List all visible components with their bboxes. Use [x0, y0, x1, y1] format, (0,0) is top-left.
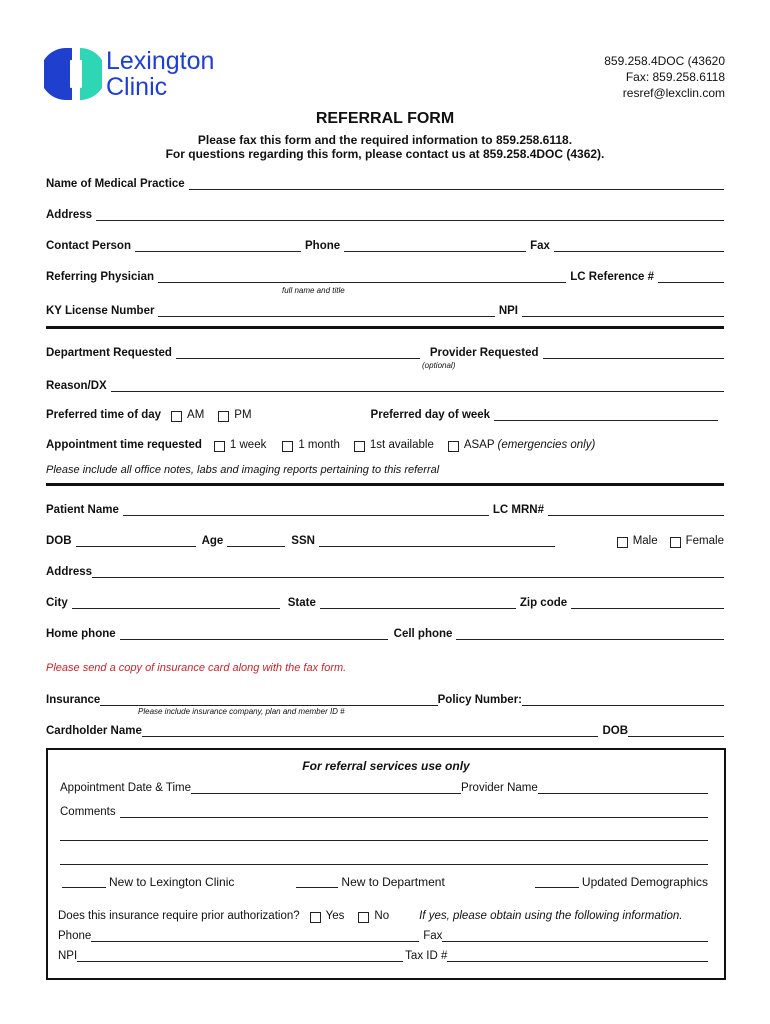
new-dept-field[interactable]	[296, 877, 338, 888]
prior-auth-question: Does this insurance require prior authorization?	[58, 910, 300, 922]
insurance-field[interactable]	[100, 695, 437, 706]
reason-label: Reason/DX	[46, 380, 107, 392]
lc-mrn-label: LC MRN#	[492, 504, 544, 516]
patient-address-label: Address	[46, 566, 93, 578]
auth-npi-field[interactable]	[77, 951, 403, 962]
referring-physician-field[interactable]	[158, 272, 566, 283]
provider-field[interactable]	[543, 348, 724, 359]
status-row	[62, 876, 708, 889]
contact-person-field[interactable]	[135, 241, 301, 252]
city-row	[46, 597, 724, 610]
patient-name-row	[46, 504, 724, 517]
female-label: Female	[685, 535, 724, 547]
section-divider	[46, 326, 724, 329]
section-divider-2	[46, 483, 724, 486]
state-field[interactable]	[320, 598, 516, 609]
one-month-label: 1 month	[298, 439, 340, 451]
appointment-datetime-label: Appointment Date & Time	[60, 782, 192, 794]
page-title: REFERRAL FORM	[315, 110, 455, 127]
ssn-field[interactable]	[319, 536, 555, 547]
logo-text-line1: Lexington	[106, 47, 215, 75]
physician-row	[46, 271, 724, 284]
office-use-title: For referral services use only	[302, 759, 470, 773]
patient-name-label: Patient Name	[46, 504, 119, 516]
practice-address-field[interactable]	[96, 210, 724, 221]
department-row	[46, 347, 724, 360]
female-checkbox[interactable]	[670, 537, 681, 548]
auth-tax-id-field[interactable]	[447, 951, 708, 962]
first-available-label: 1st available	[369, 439, 434, 451]
ky-license-label: KY License Number	[46, 305, 155, 317]
referring-physician-label: Referring Physician	[46, 271, 155, 283]
city-label: City	[46, 597, 68, 609]
cardholder-name-label: Cardholder Name	[46, 725, 142, 737]
office-provider-label: Provider Name	[461, 782, 538, 794]
insurance-card-note: Please send a copy of insurance card along with the fax form.	[46, 662, 347, 674]
updated-demo-label: Updated Demographics	[581, 875, 708, 889]
preferred-time-label: Preferred time of day	[46, 409, 162, 421]
contact-block	[604, 53, 725, 101]
cardholder-dob-field[interactable]	[628, 726, 724, 737]
npi-field[interactable]	[522, 306, 724, 317]
cardholder-name-field[interactable]	[142, 726, 599, 737]
practice-fax-label: Fax	[530, 240, 550, 252]
auth-npi-row	[58, 950, 708, 963]
pm-label: PM	[234, 409, 252, 421]
appointment-datetime-field[interactable]	[191, 783, 461, 794]
lc-mrn-field[interactable]	[548, 505, 724, 516]
male-label: Male	[632, 535, 658, 547]
cell-phone-label: Cell phone	[393, 628, 453, 640]
home-phone-label: Home phone	[46, 628, 116, 640]
zip-field[interactable]	[571, 598, 724, 609]
zip-label: Zip code	[519, 597, 568, 609]
auth-phone-field[interactable]	[91, 931, 419, 942]
practice-phone-field[interactable]	[344, 241, 526, 252]
auth-fax-field[interactable]	[442, 931, 708, 942]
cardholder-row	[46, 725, 724, 738]
prior-auth-yes-label: Yes	[325, 910, 345, 922]
practice-name-field[interactable]	[189, 179, 724, 190]
auth-tax-id-label: Tax ID #	[405, 950, 448, 962]
updated-demo-field[interactable]	[535, 877, 579, 888]
physician-hint: full name and title	[282, 286, 345, 295]
am-label: AM	[187, 409, 205, 421]
pm-checkbox[interactable]	[218, 411, 229, 422]
comments-field-2[interactable]	[60, 830, 708, 841]
practice-address-label: Address	[46, 209, 93, 221]
male-checkbox[interactable]	[617, 537, 628, 548]
age-field[interactable]	[227, 536, 285, 547]
auth-fax-label: Fax	[423, 930, 443, 942]
comments-field-1[interactable]	[120, 807, 708, 818]
home-phone-field[interactable]	[120, 629, 388, 640]
appointment-time-label: Appointment time requested	[46, 439, 202, 451]
auth-npi-label: NPI	[58, 950, 78, 962]
prior-auth-no-label: No	[374, 910, 390, 922]
preferred-day-label: Preferred day of week	[370, 409, 491, 421]
insurance-row	[46, 694, 724, 707]
prior-auth-yes-checkbox[interactable]	[310, 912, 321, 923]
license-row	[46, 305, 724, 318]
preferred-row	[46, 409, 724, 422]
one-month-checkbox[interactable]	[282, 441, 293, 452]
auth-phone-row	[58, 930, 708, 943]
first-available-checkbox[interactable]	[354, 441, 365, 452]
comments-row	[60, 806, 708, 819]
reason-row	[46, 380, 724, 393]
office-notes-instruction: Please include all office notes, labs and imaging reports pertaining to this referral	[46, 464, 440, 476]
office-provider-field[interactable]	[538, 783, 708, 794]
comments-label: Comments	[60, 806, 116, 818]
patient-address-field[interactable]	[92, 567, 724, 578]
logo-text-line2: Clinic	[106, 73, 168, 101]
department-label: Department Requested	[46, 347, 172, 359]
dob-row	[46, 535, 724, 548]
insurance-hint: Please include insurance company, plan and member ID #	[138, 707, 345, 716]
new-lc-label: New to Lexington Clinic	[109, 875, 235, 889]
contact-row	[46, 240, 724, 253]
comments-field-3[interactable]	[60, 854, 708, 865]
prior-auth-note: If yes, please obtain using the following information.	[419, 910, 683, 922]
age-label: Age	[201, 535, 224, 547]
cell-phone-field[interactable]	[456, 629, 724, 640]
one-week-label: 1 week	[229, 439, 267, 451]
npi-label: NPI	[498, 305, 518, 317]
contact-email: resref@lexclin.com	[622, 86, 725, 100]
ky-license-field[interactable]	[158, 306, 494, 317]
instruction-fax: Please fax this form and the required information to 859.258.6118.	[197, 133, 573, 147]
asap-note: (emergencies only)	[497, 439, 596, 451]
instruction-questions: For questions regarding this form, please contact us at 859.258.4DOC (4362).	[165, 147, 605, 161]
asap-label: ASAP	[463, 439, 495, 451]
state-label: State	[287, 597, 316, 609]
am-checkbox[interactable]	[171, 411, 182, 422]
contact-fax: Fax: 859.258.6118	[625, 70, 725, 84]
asap-checkbox[interactable]	[448, 441, 459, 452]
new-dept-label: New to Department	[341, 875, 445, 889]
patient-name-field[interactable]	[123, 505, 489, 516]
practice-name-label: Name of Medical Practice	[46, 178, 185, 190]
patient-address-row	[46, 566, 724, 579]
comments-line-2	[60, 830, 708, 842]
appointment-time-row	[46, 439, 724, 452]
new-lc-field[interactable]	[62, 877, 106, 888]
dob-label: DOB	[46, 535, 72, 547]
cardholder-dob-label: DOB	[602, 725, 628, 737]
preferred-day-field[interactable]	[494, 410, 718, 421]
practice-fax-field[interactable]	[554, 241, 724, 252]
policy-number-label: Policy Number:	[437, 694, 522, 706]
lc-reference-field[interactable]	[658, 272, 724, 283]
lc-reference-label: LC Reference #	[570, 271, 654, 283]
practice-address-row	[46, 209, 724, 222]
policy-number-field[interactable]	[522, 695, 724, 706]
prior-auth-no-checkbox[interactable]	[358, 912, 369, 923]
ssn-label: SSN	[291, 535, 315, 547]
department-field[interactable]	[176, 348, 420, 359]
city-field[interactable]	[72, 598, 280, 609]
auth-phone-label: Phone	[58, 930, 92, 942]
insurance-label: Insurance	[46, 694, 101, 706]
dob-field[interactable]	[76, 536, 196, 547]
practice-name-row	[46, 178, 724, 191]
practice-phone-label: Phone	[305, 240, 341, 252]
one-week-checkbox[interactable]	[214, 441, 225, 452]
comments-line-3	[60, 854, 708, 866]
phone-row	[46, 628, 724, 641]
reason-field[interactable]	[111, 381, 724, 392]
prior-auth-row	[58, 910, 708, 923]
lexington-clinic-logo-icon	[44, 44, 102, 104]
logo	[44, 44, 244, 104]
provider-hint: (optional)	[422, 361, 456, 370]
contact-phone: 859.258.4DOC (43620	[604, 54, 725, 68]
provider-label: Provider Requested	[429, 347, 539, 359]
office-appt-row	[60, 782, 708, 795]
contact-person-label: Contact Person	[46, 240, 131, 252]
